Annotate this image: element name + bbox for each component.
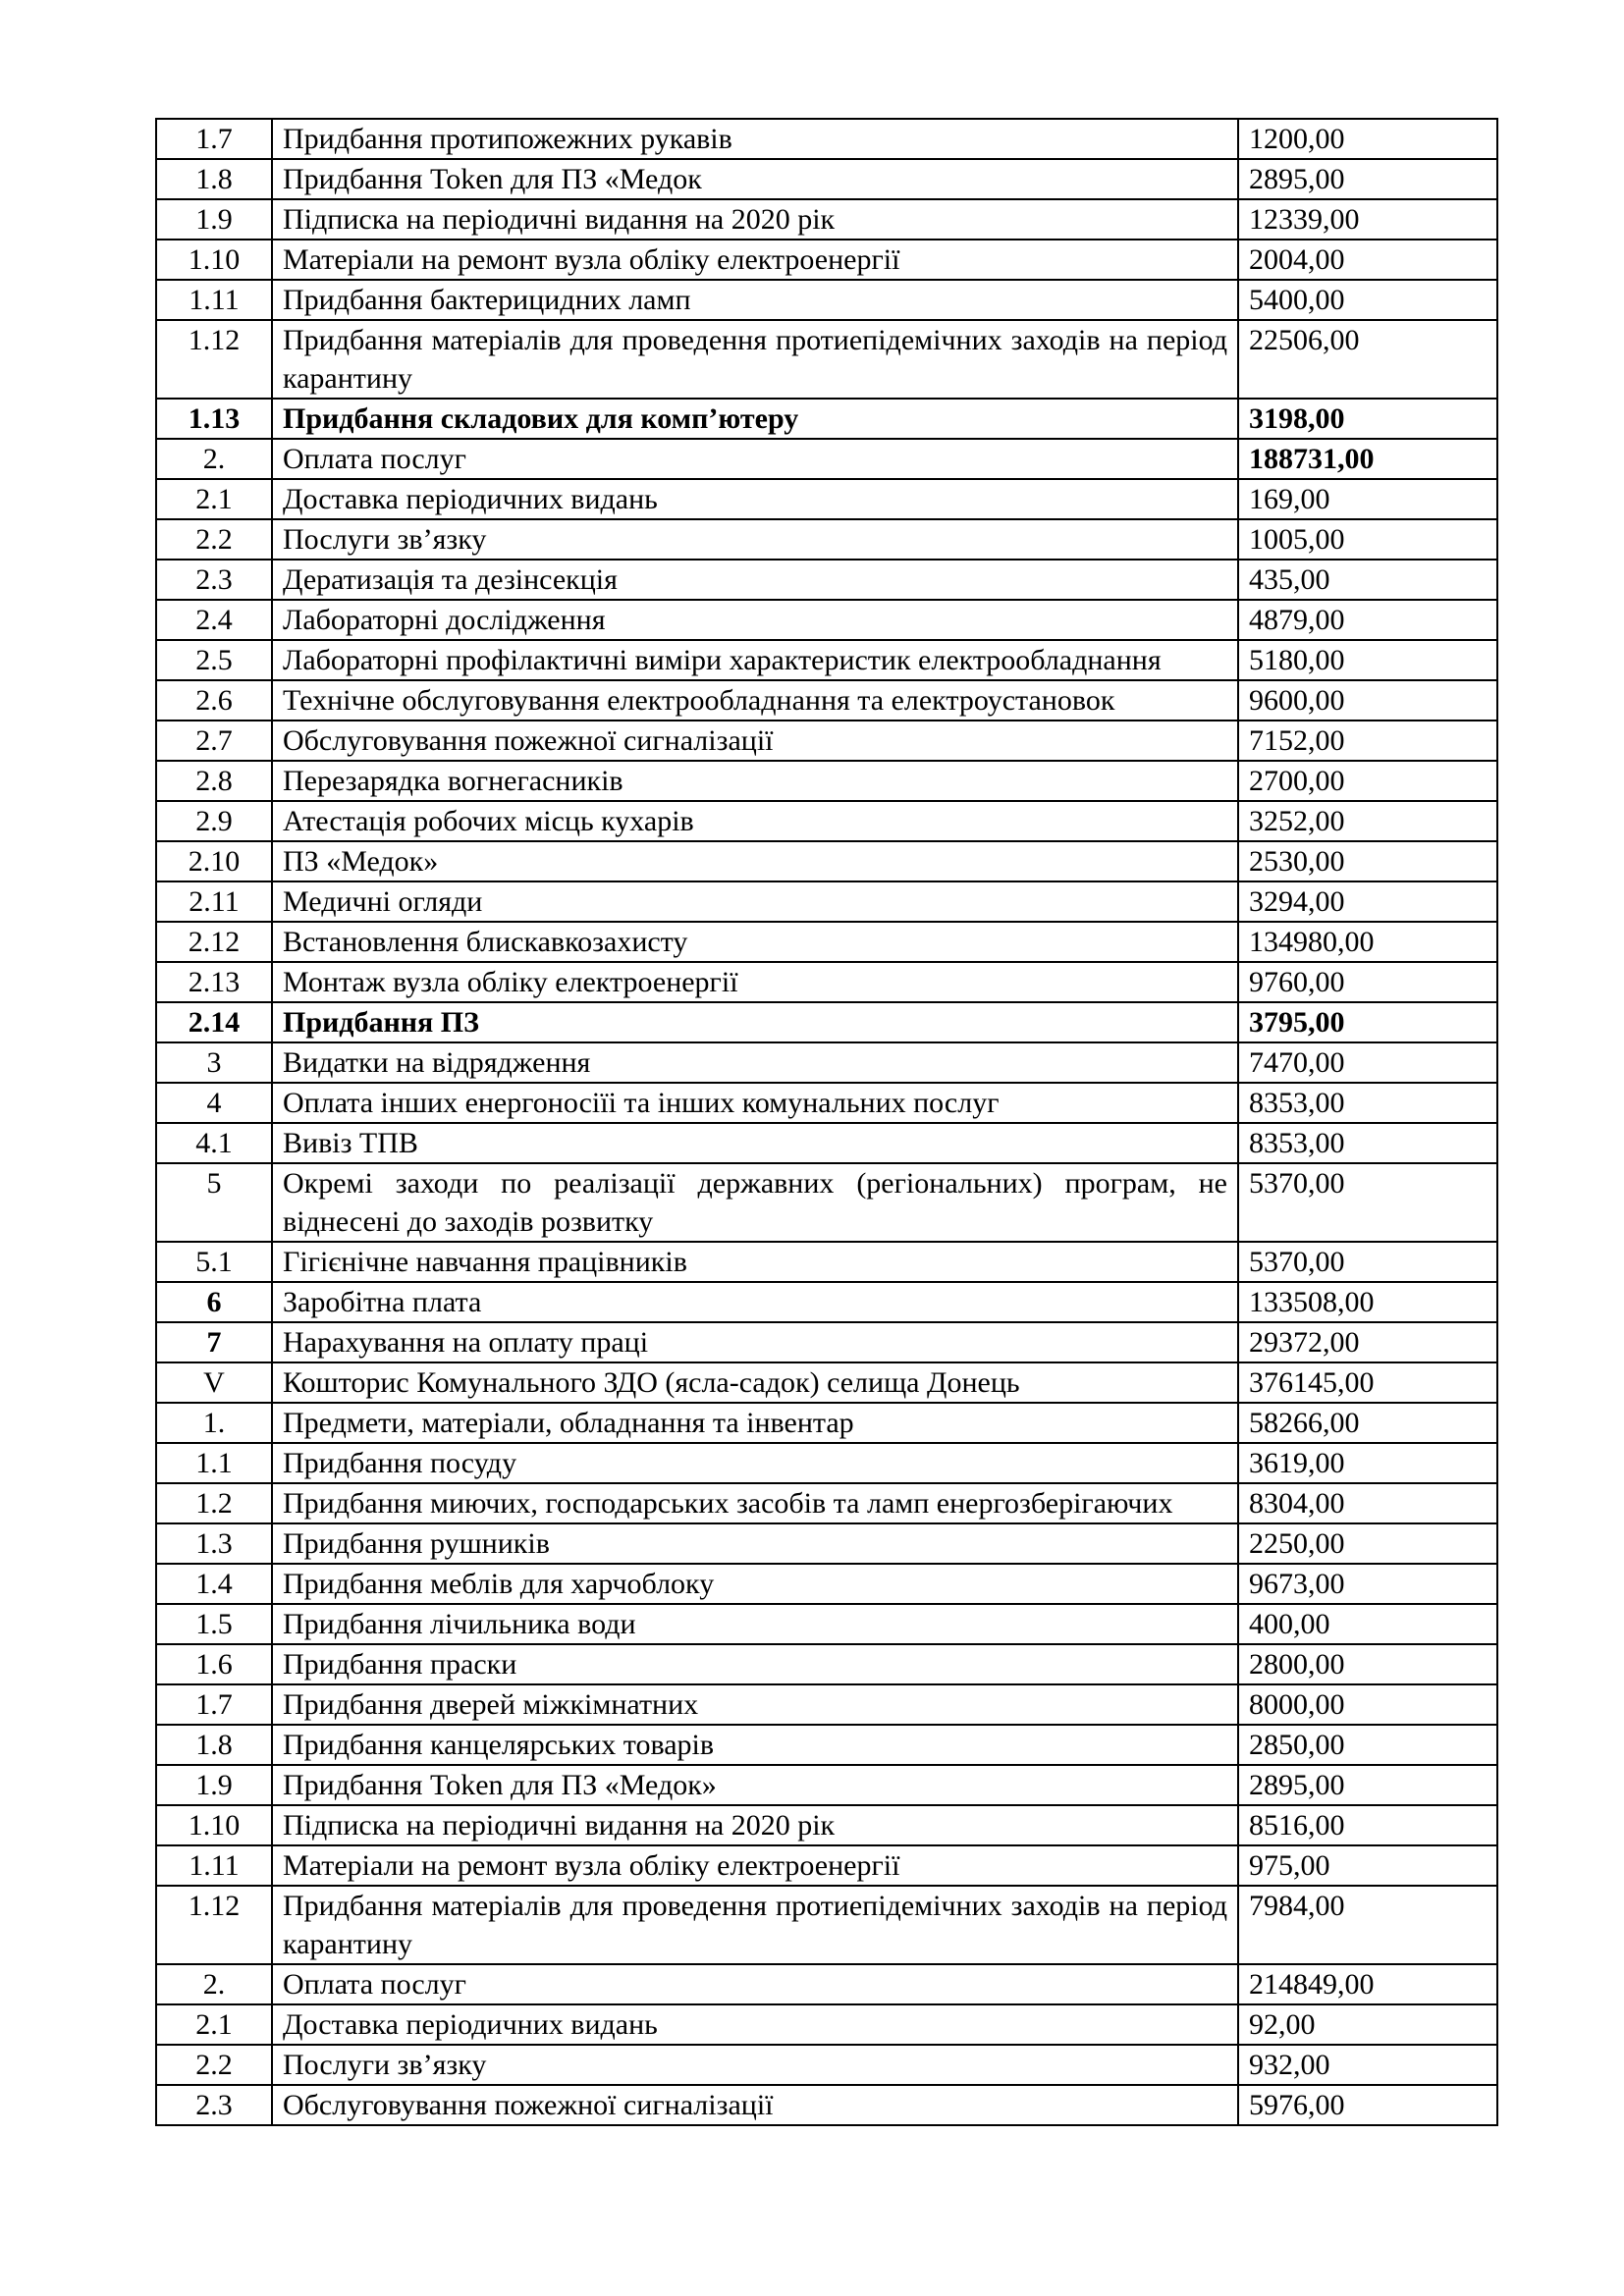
table-row	[156, 962, 1497, 1002]
item-amount-cell: 214849,00	[1238, 1964, 1497, 2004]
item-number-cell: 1.13	[156, 399, 272, 439]
table-row	[156, 479, 1497, 519]
table-row	[156, 1845, 1497, 1886]
item-amount-cell: 2800,00	[1238, 1644, 1497, 1684]
table-row	[156, 1604, 1497, 1644]
table-row	[156, 600, 1497, 640]
table-row	[156, 240, 1497, 280]
table-row	[156, 1564, 1497, 1604]
item-amount-cell: 5370,00	[1238, 1242, 1497, 1282]
item-name-cell: Дератизація та дезінсекція	[272, 560, 1238, 600]
item-name-cell: ПЗ «Медок»	[272, 841, 1238, 881]
item-number-cell: 1.8	[156, 159, 272, 199]
item-amount-cell: 169,00	[1238, 479, 1497, 519]
item-number-cell: 3	[156, 1042, 272, 1083]
table-row	[156, 1805, 1497, 1845]
item-name-cell: Придбання миючих, господарських засобів та ламп енергозберігаючих	[272, 1483, 1238, 1523]
item-name-cell: Послуги зв’язку	[272, 2045, 1238, 2085]
item-name-cell: Придбання складових для комп’ютеру	[272, 399, 1238, 439]
item-number-cell: 1.10	[156, 1805, 272, 1845]
item-name-cell: Технічне обслуговування електрообладнання та електроустановок	[272, 680, 1238, 721]
item-name-cell: Обслуговування пожежної сигналізації	[272, 721, 1238, 761]
item-number-cell: 1.7	[156, 119, 272, 159]
item-number-cell: 2.4	[156, 600, 272, 640]
table-row	[156, 1644, 1497, 1684]
item-number-cell: 2.13	[156, 962, 272, 1002]
table-row	[156, 841, 1497, 881]
item-amount-cell: 7984,00	[1238, 1886, 1497, 1964]
item-number-cell: 1.11	[156, 1845, 272, 1886]
table-row	[156, 1765, 1497, 1805]
item-number-cell: 2.2	[156, 2045, 272, 2085]
item-name-cell: Придбання лічильника води	[272, 1604, 1238, 1644]
item-name-cell: Оплата інших енергоносіїі та інших комунальних послуг	[272, 1083, 1238, 1123]
item-name-cell: Встановлення блискавкозахисту	[272, 922, 1238, 962]
item-number-cell: 5.1	[156, 1242, 272, 1282]
item-number-cell: 6	[156, 1282, 272, 1322]
table-row	[156, 439, 1497, 479]
table-row	[156, 280, 1497, 320]
item-number-cell: 1.10	[156, 240, 272, 280]
item-amount-cell: 2895,00	[1238, 159, 1497, 199]
table-row	[156, 1523, 1497, 1564]
table-row	[156, 1083, 1497, 1123]
item-name-cell: Підписка на періодичні видання на 2020 рік	[272, 1805, 1238, 1845]
item-number-cell: 1.11	[156, 280, 272, 320]
item-name-cell: Предмети, матеріали, обладнання та інвентар	[272, 1403, 1238, 1443]
item-amount-cell: 2004,00	[1238, 240, 1497, 280]
table-row	[156, 159, 1497, 199]
table-row	[156, 640, 1497, 680]
table-row	[156, 1886, 1497, 1964]
item-name-cell: Кошторис Комунального ЗДО (ясла-садок) селища Донець	[272, 1362, 1238, 1403]
item-name-cell: Заробітна плата	[272, 1282, 1238, 1322]
item-name-cell: Доставка періодичних видань	[272, 479, 1238, 519]
item-number-cell: 1.	[156, 1403, 272, 1443]
item-amount-cell: 2895,00	[1238, 1765, 1497, 1805]
budget-table-body	[156, 119, 1497, 2125]
table-row	[156, 761, 1497, 801]
item-number-cell: 2.7	[156, 721, 272, 761]
item-number-cell: 4.1	[156, 1123, 272, 1163]
item-amount-cell: 133508,00	[1238, 1282, 1497, 1322]
item-amount-cell: 2250,00	[1238, 1523, 1497, 1564]
item-number-cell: 1.3	[156, 1523, 272, 1564]
item-number-cell: 2.11	[156, 881, 272, 922]
table-row	[156, 2085, 1497, 2125]
item-number-cell: 2.10	[156, 841, 272, 881]
item-name-cell: Придбання канцелярських товарів	[272, 1725, 1238, 1765]
item-number-cell: 2.3	[156, 2085, 272, 2125]
item-name-cell: Монтаж вузла обліку електроенергії	[272, 962, 1238, 1002]
table-row	[156, 1042, 1497, 1083]
item-name-cell: Придбання праски	[272, 1644, 1238, 1684]
item-amount-cell: 975,00	[1238, 1845, 1497, 1886]
item-amount-cell: 7470,00	[1238, 1042, 1497, 1083]
item-number-cell: 1.12	[156, 320, 272, 399]
item-number-cell: 1.8	[156, 1725, 272, 1765]
item-amount-cell: 92,00	[1238, 2004, 1497, 2045]
item-name-cell: Підписка на періодичні видання на 2020 рік	[272, 199, 1238, 240]
item-amount-cell: 5180,00	[1238, 640, 1497, 680]
table-row	[156, 1684, 1497, 1725]
item-number-cell: 2.14	[156, 1002, 272, 1042]
item-number-cell: 5	[156, 1163, 272, 1242]
table-row	[156, 922, 1497, 962]
item-name-cell: Придбання дверей міжкімнатних	[272, 1684, 1238, 1725]
item-number-cell: 2.	[156, 439, 272, 479]
table-row	[156, 1443, 1497, 1483]
item-number-cell: 2.2	[156, 519, 272, 560]
item-name-cell: Придбання бактерицидних ламп	[272, 280, 1238, 320]
item-number-cell: 1.1	[156, 1443, 272, 1483]
item-amount-cell: 3252,00	[1238, 801, 1497, 841]
table-row	[156, 1163, 1497, 1242]
item-number-cell: 1.5	[156, 1604, 272, 1644]
item-number-cell: 2.	[156, 1964, 272, 2004]
item-name-cell: Оплата послуг	[272, 439, 1238, 479]
item-number-cell: 1.7	[156, 1684, 272, 1725]
item-amount-cell: 1200,00	[1238, 119, 1497, 159]
item-number-cell: 2.1	[156, 2004, 272, 2045]
table-row	[156, 1123, 1497, 1163]
item-number-cell: 7	[156, 1322, 272, 1362]
item-name-cell: Придбання меблів для харчоблоку	[272, 1564, 1238, 1604]
table-row	[156, 2004, 1497, 2045]
item-number-cell: 2.9	[156, 801, 272, 841]
item-amount-cell: 3294,00	[1238, 881, 1497, 922]
item-name-cell: Придбання Token для ПЗ «Медок»	[272, 1765, 1238, 1805]
item-amount-cell: 5370,00	[1238, 1163, 1497, 1242]
item-name-cell: Лабораторні дослідження	[272, 600, 1238, 640]
table-row	[156, 1322, 1497, 1362]
table-row	[156, 1403, 1497, 1443]
item-amount-cell: 8353,00	[1238, 1123, 1497, 1163]
table-row	[156, 1002, 1497, 1042]
table-row	[156, 119, 1497, 159]
item-name-cell: Видатки на відрядження	[272, 1042, 1238, 1083]
item-number-cell: 1.4	[156, 1564, 272, 1604]
item-amount-cell: 12339,00	[1238, 199, 1497, 240]
item-name-cell: Придбання матеріалів для проведення протиепідемічних заходів на період карантину	[272, 1886, 1238, 1964]
item-amount-cell: 134980,00	[1238, 922, 1497, 962]
item-amount-cell: 9600,00	[1238, 680, 1497, 721]
item-name-cell: Обслуговування пожежної сигналізації	[272, 2085, 1238, 2125]
item-name-cell: Перезарядка вогнегасників	[272, 761, 1238, 801]
item-amount-cell: 5400,00	[1238, 280, 1497, 320]
item-amount-cell: 9760,00	[1238, 962, 1497, 1002]
item-amount-cell: 2530,00	[1238, 841, 1497, 881]
item-name-cell: Послуги зв’язку	[272, 519, 1238, 560]
item-amount-cell: 435,00	[1238, 560, 1497, 600]
item-name-cell: Гігієнічне навчання працівників	[272, 1242, 1238, 1282]
item-number-cell: 4	[156, 1083, 272, 1123]
item-amount-cell: 8304,00	[1238, 1483, 1497, 1523]
item-amount-cell: 9673,00	[1238, 1564, 1497, 1604]
item-number-cell: 2.3	[156, 560, 272, 600]
table-row	[156, 560, 1497, 600]
item-name-cell: Матеріали на ремонт вузла обліку електроенергії	[272, 1845, 1238, 1886]
item-amount-cell: 7152,00	[1238, 721, 1497, 761]
item-number-cell: 1.2	[156, 1483, 272, 1523]
table-row	[156, 1362, 1497, 1403]
table-row	[156, 519, 1497, 560]
item-amount-cell: 29372,00	[1238, 1322, 1497, 1362]
item-number-cell: V	[156, 1362, 272, 1403]
item-name-cell: Придбання рушників	[272, 1523, 1238, 1564]
item-name-cell: Придбання Token для ПЗ «Медок	[272, 159, 1238, 199]
item-amount-cell: 8353,00	[1238, 1083, 1497, 1123]
table-row	[156, 721, 1497, 761]
item-number-cell: 1.9	[156, 199, 272, 240]
item-amount-cell: 5976,00	[1238, 2085, 1497, 2125]
item-name-cell: Придбання ПЗ	[272, 1002, 1238, 1042]
item-amount-cell: 3795,00	[1238, 1002, 1497, 1042]
budget-table	[155, 118, 1498, 2126]
table-row	[156, 1282, 1497, 1322]
table-row	[156, 1242, 1497, 1282]
item-number-cell: 2.8	[156, 761, 272, 801]
item-amount-cell: 400,00	[1238, 1604, 1497, 1644]
item-name-cell: Окремі заходи по реалізації державних (регіональних) програм, не віднесені до заходів розвитку	[272, 1163, 1238, 1242]
item-name-cell: Медичні огляди	[272, 881, 1238, 922]
item-amount-cell: 1005,00	[1238, 519, 1497, 560]
item-name-cell: Доставка періодичних видань	[272, 2004, 1238, 2045]
item-number-cell: 1.6	[156, 1644, 272, 1684]
item-amount-cell: 58266,00	[1238, 1403, 1497, 1443]
item-name-cell: Нарахування на оплату праці	[272, 1322, 1238, 1362]
item-amount-cell: 3198,00	[1238, 399, 1497, 439]
item-name-cell: Придбання посуду	[272, 1443, 1238, 1483]
table-row	[156, 1725, 1497, 1765]
item-number-cell: 2.6	[156, 680, 272, 721]
table-row	[156, 399, 1497, 439]
item-name-cell: Оплата послуг	[272, 1964, 1238, 2004]
table-row	[156, 1483, 1497, 1523]
table-row	[156, 1964, 1497, 2004]
item-amount-cell: 2700,00	[1238, 761, 1497, 801]
item-name-cell: Придбання протипожежних рукавів	[272, 119, 1238, 159]
item-amount-cell: 188731,00	[1238, 439, 1497, 479]
item-number-cell: 1.9	[156, 1765, 272, 1805]
item-number-cell: 1.12	[156, 1886, 272, 1964]
table-row	[156, 680, 1497, 721]
item-amount-cell: 3619,00	[1238, 1443, 1497, 1483]
table-row	[156, 199, 1497, 240]
item-amount-cell: 4879,00	[1238, 600, 1497, 640]
item-amount-cell: 8516,00	[1238, 1805, 1497, 1845]
table-row	[156, 881, 1497, 922]
item-amount-cell: 932,00	[1238, 2045, 1497, 2085]
item-name-cell: Вивіз ТПВ	[272, 1123, 1238, 1163]
table-row	[156, 2045, 1497, 2085]
table-row	[156, 320, 1497, 399]
item-number-cell: 2.1	[156, 479, 272, 519]
item-amount-cell: 376145,00	[1238, 1362, 1497, 1403]
item-amount-cell: 8000,00	[1238, 1684, 1497, 1725]
table-row	[156, 801, 1497, 841]
item-name-cell: Матеріали на ремонт вузла обліку електроенергії	[272, 240, 1238, 280]
item-name-cell: Придбання матеріалів для проведення протиепідемічних заходів на період карантину	[272, 320, 1238, 399]
item-amount-cell: 22506,00	[1238, 320, 1497, 399]
item-name-cell: Лабораторні профілактичні виміри характеристик електрообладнання	[272, 640, 1238, 680]
item-amount-cell: 2850,00	[1238, 1725, 1497, 1765]
item-number-cell: 2.5	[156, 640, 272, 680]
item-number-cell: 2.12	[156, 922, 272, 962]
item-name-cell: Атестація робочих місць кухарів	[272, 801, 1238, 841]
